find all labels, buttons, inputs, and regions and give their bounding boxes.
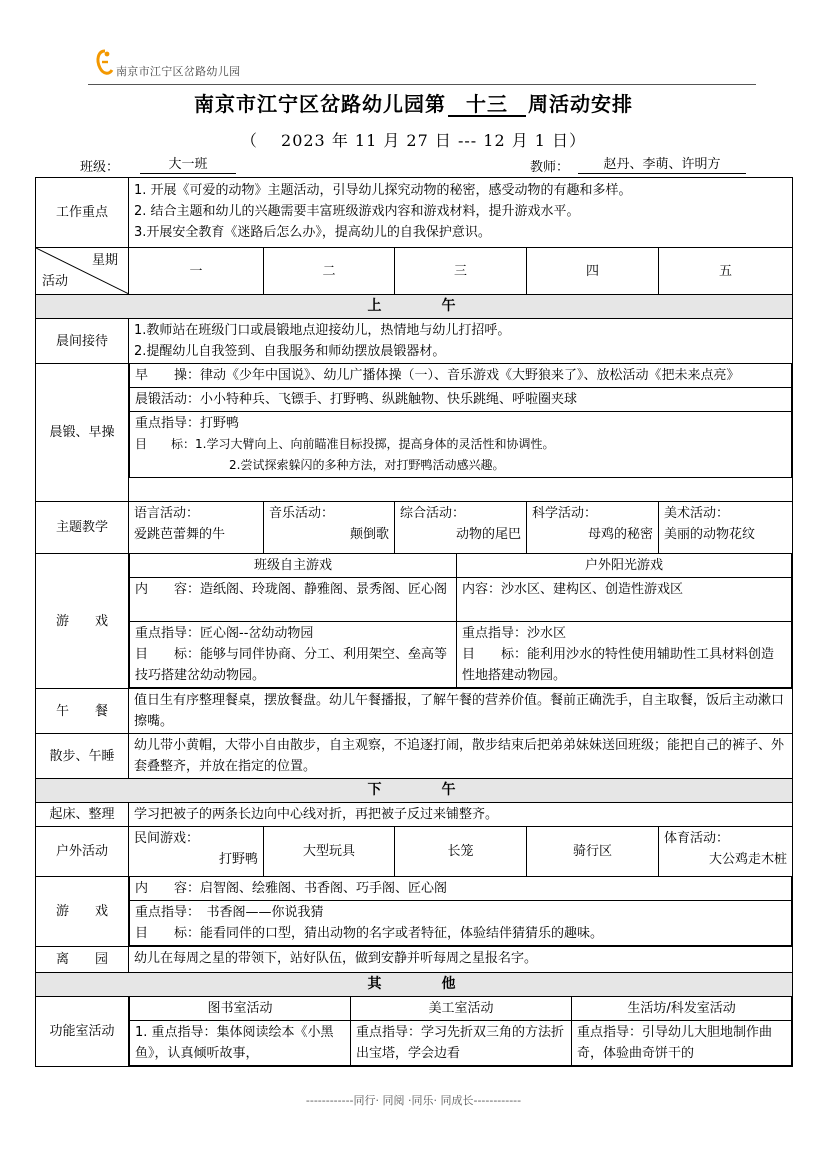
- theme-subject-cell: [264, 502, 395, 554]
- work-focus-row: [36, 178, 793, 248]
- outdoor-game-guidance: [457, 622, 792, 688]
- subject-type: 音乐活动：: [269, 506, 335, 521]
- outdoor-game-title: 户外阳光游戏: [457, 554, 792, 578]
- wake-label: 起床、整理: [36, 803, 129, 827]
- subject-name: 动物的尾巴: [455, 527, 521, 542]
- afternoon-games-label: 游 戏: [36, 877, 129, 947]
- afternoon-games-guidance: [130, 901, 792, 946]
- theme-subject-cell: [395, 502, 527, 554]
- info-row: [0, 156, 827, 176]
- reception-item: 2.提醒幼儿自我签到、自我服务和师幼摆放晨锻器材。: [134, 344, 446, 359]
- games-row: [36, 554, 793, 689]
- walk-nap-label: 散步、午睡: [36, 734, 129, 779]
- afternoon-games-row: [36, 877, 793, 947]
- folk-game-value: 打野鸭: [218, 852, 258, 867]
- teacher-label: 教师：: [530, 160, 570, 175]
- morning-section-header: 上午: [36, 295, 793, 319]
- reception-row: [36, 319, 793, 364]
- other-section-row: [36, 973, 793, 997]
- walk-nap-content: 幼儿带小黄帽，大带小自由散步，自主观察，不追逐打闹，散步结束后把弟弟妹妹送回班级；能把自己的裤子、外套叠整齐，并放在指定的位置。: [129, 734, 793, 779]
- diagonal-header-cell: [36, 248, 129, 295]
- pe-activity-label: 体育活动：: [664, 831, 730, 846]
- afternoon-games-focus: 重点指导： 书香阁——你说我猜: [135, 905, 324, 920]
- work-focus-content: [129, 178, 793, 248]
- activity-header-label: 活动: [42, 274, 69, 289]
- page-footer: ------------同行· 同阅 ·同乐· 同成长------------: [305, 1094, 522, 1107]
- theme-subject-cell: [659, 502, 793, 554]
- subject-type: 综合活动：: [400, 506, 466, 521]
- room-title: 图书室活动: [130, 997, 351, 1021]
- subject-name: 爱跳芭蕾舞的牛: [134, 527, 226, 542]
- outdoor-item: 长笼: [395, 827, 527, 877]
- exercise-guidance: [130, 412, 792, 478]
- day-thursday: 四: [527, 248, 659, 295]
- other-section-header: 其他: [36, 973, 793, 997]
- reception-content: [129, 319, 793, 364]
- class-label: 班级：: [80, 160, 120, 175]
- afternoon-games-content: [129, 877, 793, 947]
- reception-item: 1.教师站在班级门口或晨锻地点迎接幼儿，热情地与幼儿打招呼。: [134, 323, 511, 338]
- afternoon-section-header: 下午: [36, 779, 793, 803]
- school-logo-icon: [94, 48, 116, 78]
- subject-name: 颠倒歌: [349, 527, 389, 542]
- theme-subject-cell: [129, 502, 264, 554]
- wake-row: [36, 803, 793, 827]
- afternoon-section-row: [36, 779, 793, 803]
- class-game-goal: 目 标：能够与同伴协商、分工、利用架空、垒高等技巧搭建岔幼动物园。: [135, 647, 448, 683]
- school-name-small: 南京市江宁区岔路幼儿园: [116, 65, 241, 78]
- room-title: 美工室活动: [351, 997, 572, 1021]
- class-game-focus: 重点指导：匠心阁--岔幼动物园: [135, 626, 314, 641]
- leave-row: [36, 947, 793, 973]
- leave-label: 离 园: [36, 947, 129, 973]
- early-exercise-value: 律动《少年中国说》、幼儿广播体操（一）、音乐游戏《大野狼来了》、放松活动《把未来点亮》: [200, 368, 740, 383]
- day-wednesday: 三: [395, 248, 527, 295]
- function-room-row: [36, 997, 793, 1067]
- class-game-title: 班级自主游戏: [130, 554, 457, 578]
- morning-activity-text: 晨锻活动：小小特种兵、飞镖手、打野鸭、纵跳触物、快乐跳绳、呼啦圈夹球: [130, 388, 792, 412]
- folk-game-label: 民间游戏：: [134, 831, 200, 846]
- pe-activity-cell: [659, 827, 793, 877]
- exercise-row: [36, 364, 793, 502]
- subject-name: 美丽的动物花纹: [664, 527, 756, 542]
- function-room-label: 功能室活动: [36, 997, 129, 1067]
- morning-section-row: [36, 295, 793, 319]
- early-exercise-text: [130, 364, 792, 388]
- outdoor-activity-label: 户外活动: [36, 827, 129, 877]
- title-prefix: 南京市江宁区岔路幼儿园第: [194, 92, 446, 116]
- week-number: 十三: [448, 93, 526, 117]
- class-value: 大一班: [140, 156, 236, 174]
- games-label: 游 戏: [36, 554, 129, 689]
- wake-content: 学习把被子的两条长边向中心线对折，再把被子反过来铺整齐。: [129, 803, 793, 827]
- early-exercise-label: 早 操：: [135, 368, 201, 383]
- work-focus-item: 2. 结合主题和幼儿的兴趣需要丰富班级游戏内容和游戏材料，提升游戏水平。: [134, 204, 580, 219]
- work-focus-item: 3.开展安全教育《迷路后怎么办》，提高幼儿的自我保护意识。: [134, 225, 491, 240]
- subject-name: 母鸡的秘密: [587, 527, 653, 542]
- exercise-label: 晨锻、早操: [36, 364, 129, 502]
- folk-game-cell: [129, 827, 264, 877]
- outdoor-activity-row: [36, 827, 793, 877]
- weekday-header-row: [36, 248, 793, 295]
- lunch-content: 值日生有序整理餐桌，摆放餐盘。幼儿午餐播报，了解午餐的营养价值。餐前正确洗手，自主取餐，饭后主动漱口擦嘴。: [129, 689, 793, 734]
- class-game-content: 内 容：造纸阁、玲珑阁、静雅阁、景秀阁、匠心阁: [130, 578, 457, 622]
- date-range: （ 2023 年 11 月 27 日 --- 12 月 1 日）: [240, 131, 587, 150]
- page-title: [0, 88, 827, 117]
- room-title: 生活坊/科发室活动: [572, 997, 792, 1021]
- exercise-goal-1: 目 标：1.学习大臂向上、向前瞄准目标投掷，提高身体的灵活性和协调性。: [135, 437, 555, 451]
- leave-content: 幼儿在每周之星的带领下，站好队伍，做到安静并听每周之星报名字。: [129, 947, 793, 973]
- theme-subject-cell: [527, 502, 659, 554]
- title-suffix: 周活动安排: [528, 92, 633, 116]
- subject-type: 科学活动：: [532, 506, 598, 521]
- lunch-row: [36, 689, 793, 734]
- walk-nap-row: [36, 734, 793, 779]
- room-text: 1. 重点指导：集体阅读绘本《小黑鱼》，认真倾听故事，: [130, 1021, 351, 1066]
- outdoor-item: 骑行区: [527, 827, 659, 877]
- schedule-table: [35, 177, 793, 1067]
- day-friday: 五: [659, 248, 793, 295]
- room-text: 重点指导：学习先折双三角的方法折出宝塔，学会边看: [351, 1021, 572, 1066]
- class-game-guidance: [130, 622, 457, 688]
- lunch-label: 午 餐: [36, 689, 129, 734]
- afternoon-games-goal: 目 标：能看同伴的口型，猜出动物的名字或者特征，体验结伴猜猜乐的趣味。: [135, 926, 604, 941]
- teacher-value: 赵丹、李萌、许明方: [578, 156, 746, 174]
- afternoon-games-list: 内 容：启智阁、绘雅阁、书香阁、巧手阁、匠心阁: [130, 877, 792, 901]
- outdoor-game-content: 内容：沙水区、建构区、创造性游戏区: [457, 578, 792, 622]
- subject-type: 美术活动：: [664, 506, 730, 521]
- day-monday: 一: [129, 248, 264, 295]
- exercise-goal-2: 2.尝试探索躲闪的多种方法，对打野鸭活动感兴趣。: [229, 458, 505, 472]
- exercise-focus: 重点指导：打野鸭: [135, 416, 240, 431]
- outdoor-item: 大型玩具: [264, 827, 395, 877]
- theme-teaching-label: 主题教学: [36, 502, 129, 554]
- exercise-content: [129, 364, 793, 502]
- outdoor-game-goal: 目 标：能利用沙水的特性使用辅助性工具材料创造性地搭建动物园。: [462, 647, 775, 683]
- games-content: [129, 554, 793, 689]
- day-tuesday: 二: [264, 248, 395, 295]
- reception-label: 晨间接待: [36, 319, 129, 364]
- work-focus-item: 1. 开展《可爱的动物》主题活动，引导幼儿探究动物的秘密，感受动物的有趣和多样。: [134, 183, 632, 198]
- weekday-header-label: 星期: [91, 253, 118, 268]
- function-room-content: [129, 997, 793, 1067]
- work-focus-label: 工作重点: [36, 178, 129, 248]
- subject-type: 语言活动：: [134, 506, 200, 521]
- outdoor-game-focus: 重点指导：沙水区: [462, 626, 567, 641]
- room-text: 重点指导：引导幼儿大胆地制作曲奇，体验曲奇饼干的: [572, 1021, 792, 1066]
- pe-activity-value: 大公鸡走木桩: [709, 852, 788, 867]
- page-header: [88, 44, 756, 85]
- theme-teaching-row: [36, 502, 793, 554]
